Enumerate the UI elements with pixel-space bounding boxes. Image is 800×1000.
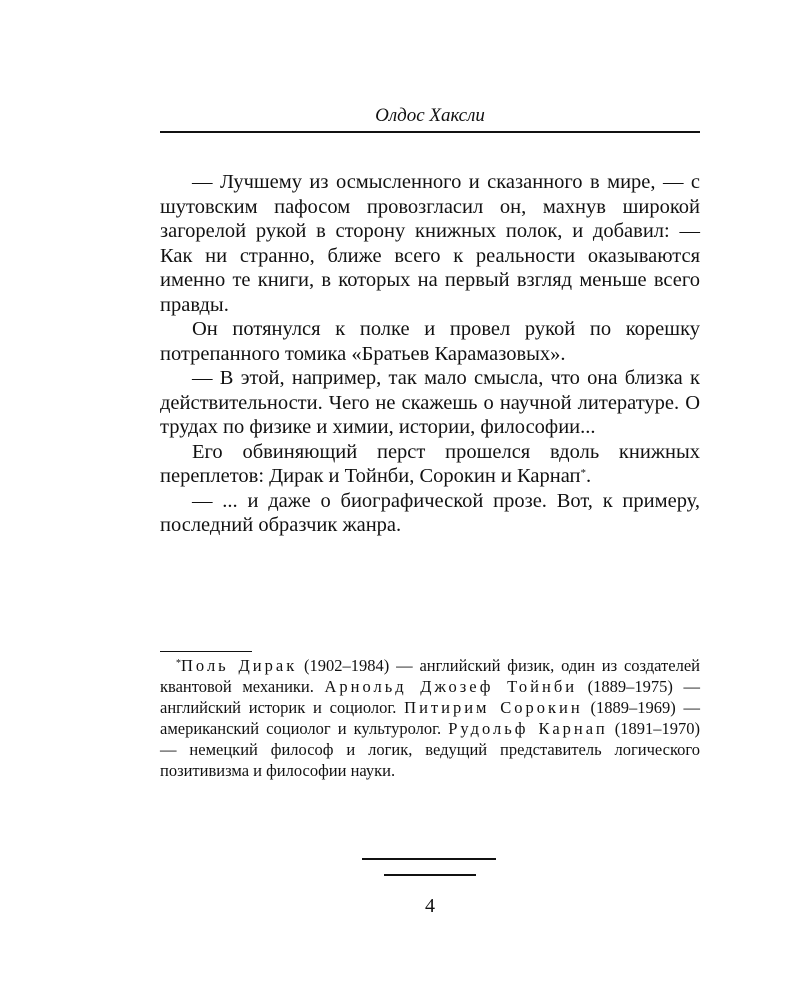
header-rule bbox=[160, 131, 700, 133]
end-rule-bottom bbox=[384, 874, 476, 876]
main-text bbox=[160, 170, 700, 538]
footnote-text-carnap: (1891–1970) — немецкий философ и логик, ведущий представитель логического позитивизма и философии науки. bbox=[160, 719, 700, 780]
footnote-mark: * bbox=[176, 658, 181, 669]
paragraph-3: — В этой, например, так мало смысла, что она близка к действительности. Чего не скажешь о научной литературе. О трудах по физике и химии, истории, философии... bbox=[160, 367, 700, 438]
end-rule-top bbox=[362, 858, 496, 860]
footnote-name-toynbee: Арнольд Джозеф Тойнби bbox=[324, 677, 578, 696]
footnote-text bbox=[160, 655, 700, 781]
footnote-reference[interactable]: * bbox=[580, 467, 587, 479]
paragraph-4: Его обвиняющий перст прошелся вдоль книжных переплетов: Дирак и Тойнби, Сорокин и Карнап*. bbox=[160, 440, 700, 487]
footnote-name-sorokin: Питирим Сорокин bbox=[404, 698, 583, 717]
footnote-text-dirac: (1902–1984) — английский физик, один из создателей квантовой механики. bbox=[160, 656, 700, 696]
paragraph-4-text: Его обвиняющий перст прошелся вдоль книжных переплетов: Дирак и Тойнби, Сорокин и Карнап bbox=[160, 440, 700, 487]
footnote-text-sorokin: (1889–1969) — американский социолог и культуролог. bbox=[160, 698, 700, 738]
page-number: 4 bbox=[425, 895, 435, 917]
paragraph-2: Он потянулся к полке и провел рукой по корешку потрепанного томика «Братьев Карамазовых». bbox=[160, 318, 700, 365]
footnote-name-carnap: Рудольф Карнап bbox=[448, 719, 608, 738]
footnote-rule bbox=[160, 651, 252, 652]
paragraph-5: — ... и даже о биографической прозе. Вот, к примеру, последний образчик жанра. bbox=[160, 489, 700, 536]
footnote-name-dirac: Поль Дирак bbox=[181, 656, 298, 675]
paragraph-1: — Лучшему из осмысленного и сказанного в мире, — с шутовским пафосом провозгласил он, махнув широкой загорелой рукой в сторону книжных полок, и добавил: — Как ни странно, ближе всего к реальности оказываются именно те книги, в которых на первый взгляд меньше всего правды. bbox=[160, 171, 700, 316]
running-header: Олдос Хаксли bbox=[375, 105, 485, 126]
footnote-text-toynbee: (1889–1975) — английский историк и социолог. bbox=[160, 677, 700, 717]
footnote bbox=[160, 655, 700, 781]
